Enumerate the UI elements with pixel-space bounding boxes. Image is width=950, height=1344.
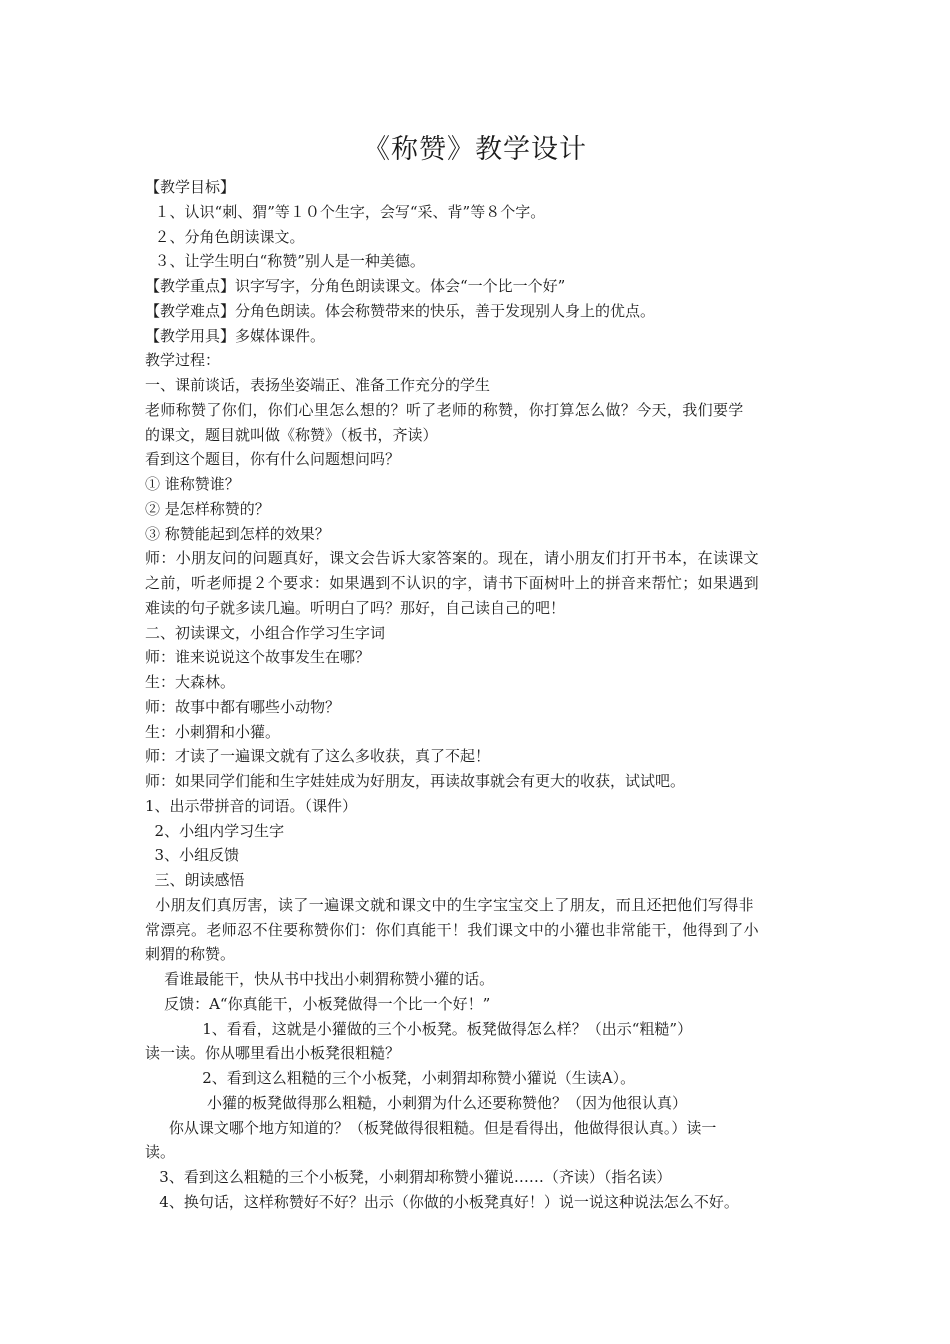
text-line: 师：才读了一遍课文就有了这么多收获，真了不起！ — [145, 747, 491, 766]
text-line: 1、看看，这就是小獾做的三个小板凳。板凳做得怎么样？（出示“粗糙”） — [145, 1019, 693, 1038]
text-line: 常漂亮。老师忍不住要称赞你们：你们真能干！我们课文中的小獾也非常能干，他得到了小 — [145, 920, 760, 939]
text-line: 生：小刺猬和小獾。 — [145, 722, 281, 741]
text-line: 生：大森林。 — [145, 673, 236, 691]
text-line: 刺猬的称赞。 — [145, 945, 236, 964]
text-line: 师：故事中都有哪些小动物？ — [145, 697, 341, 716]
text-line: 3、看到这么粗糙的三个小板凳，小刺猬却称赞小獾说……（齐读）（指名读） — [145, 1168, 672, 1186]
text-line: 【教学重点】识字写字，分角色朗读课文。体会“一个比一个好” — [145, 277, 566, 295]
text-line: 师：谁来说说这个故事发生在哪？ — [145, 648, 371, 667]
text-line: 小獾的板凳做得那么粗糙，小刺猬为什么还要称赞他？（因为他很认真） — [145, 1093, 687, 1112]
text-line: 难读的句子就多读几遍。听明白了吗？那好，自己读自己的吧！ — [145, 598, 566, 617]
text-line: ３、让学生明白“称赞”别人是一种美德。 — [145, 252, 425, 271]
text-line: ② 是怎样称赞的？ — [145, 499, 270, 518]
text-line: 4、换句话，这样称赞好不好？出示（你做的小板凳真好！）说一说这种说法怎么不好。 — [145, 1192, 739, 1211]
text-line: 三、朗读感悟 — [145, 871, 245, 889]
text-line: 看谁最能干，快从书中找出小刺猬称赞小獾的话。 — [145, 970, 495, 988]
text-line: 1、出示带拼音的词语。（课件） — [145, 796, 358, 815]
text-line: 读一读。你从哪里看出小板凳很粗糙？ — [145, 1044, 401, 1063]
text-line: 你从课文哪个地方知道的？（板凳做得很粗糙。但是看得出，他做得很认真。）读一 — [145, 1118, 717, 1137]
text-line: 【教学难点】分角色朗读。体会称赞带来的快乐，善于发现别人身上的优点。 — [145, 301, 656, 320]
text-line: 看到这个题目，你有什么问题想问吗？ — [145, 450, 401, 469]
text-line: 3、小组反馈 — [145, 846, 240, 865]
text-line: 读。 — [145, 1143, 176, 1162]
text-line: 师：小朋友问的问题真好，课文会告诉大家答案的。现在，请小朋友们打开书本，在读课文 — [145, 549, 760, 568]
text-line: 小朋友们真厉害，读了一遍课文就和课文中的生字宝宝交上了朋友，而且还把他们写得非 — [145, 895, 754, 914]
document-title: 《称赞》教学设计 — [363, 134, 587, 165]
text-line: 老师称赞了你们，你们心里怎么想的？听了老师的称赞，你打算怎么做？今天，我们要学 — [145, 400, 744, 419]
text-line: ③ 称赞能起到怎样的效果？ — [145, 524, 330, 543]
text-line: 教学过程： — [145, 351, 221, 370]
text-line: 【教学目标】 — [145, 178, 236, 196]
text-line: 师：如果同学们能和生字娃娃成为好朋友，再读故事就会有更大的收获，试试吧。 — [145, 772, 686, 790]
text-line: ２、分角色朗读课文。 — [145, 227, 305, 246]
text-line: 反馈：A“你真能干，小板凳做得一个比一个好！” — [145, 994, 491, 1013]
text-line: 【教学用具】多媒体课件。 — [145, 326, 326, 345]
text-line: １、认识“刺、猬”等１０个生字，会写“采、背”等８个字。 — [145, 202, 546, 221]
document-body — [145, 175, 813, 1215]
text-line: 的课文，题目就叫做《称赞》（板书，齐读） — [145, 425, 438, 444]
text-line: 之前，听老师提２个要求：如果遇到不认识的字，请书下面树叶上的拼音来帮忙；如果遇到 — [145, 574, 760, 592]
text-line: ① 谁称赞谁？ — [145, 475, 240, 493]
text-line: 一、课前谈话，表扬坐姿端正、准备工作充分的学生 — [145, 376, 491, 394]
text-line: 2、小组内学习生字 — [145, 821, 285, 840]
text-line: 2、看到这么粗糙的三个小板凳，小刺猬却称赞小獾说（生读A）。 — [145, 1069, 636, 1087]
text-line: 二、初读课文，小组合作学习生字词 — [145, 623, 386, 642]
